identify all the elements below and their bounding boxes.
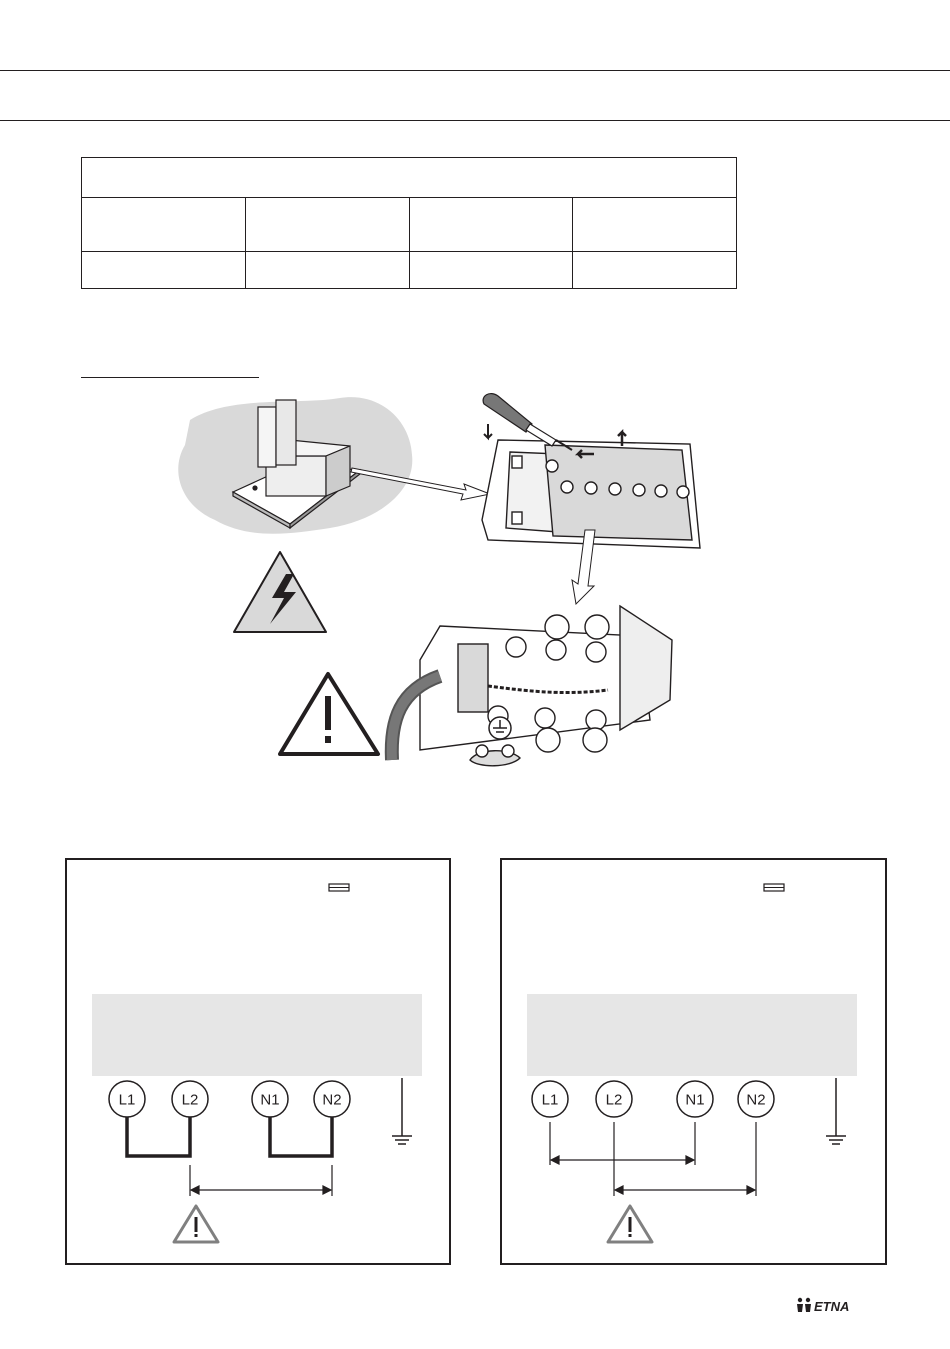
- terminal-label: L1: [118, 1091, 136, 1109]
- wiring-diagram-separate: [500, 858, 887, 1265]
- voltage-measure-arrow: [190, 1165, 332, 1196]
- caution-warning-icon: [174, 1206, 218, 1242]
- voltage-measure-arrow-l1-n1: [550, 1122, 695, 1165]
- terminal-label: N2: [746, 1091, 766, 1109]
- terminal-block-open: [392, 606, 672, 766]
- high-voltage-warning-icon: [234, 552, 326, 632]
- brand-wordmark: ETNA: [814, 1299, 850, 1314]
- earth-ground-icon: [392, 1078, 412, 1144]
- terminal-label: L2: [605, 1091, 623, 1109]
- appliance-panel: [527, 994, 857, 1076]
- caution-warning-icon: [608, 1206, 652, 1242]
- bridge-l1-l2: [127, 1117, 190, 1156]
- wiring-diagram-bridged: [65, 858, 451, 1265]
- terminal-label: L1: [541, 1091, 559, 1109]
- bridge-n1-n2: [270, 1117, 332, 1156]
- voltage-measure-arrow-l2-n2: [614, 1122, 756, 1196]
- wiring-diagram-bridged-svg: [67, 860, 449, 1263]
- wiring-diagram-separate-svg: [502, 860, 885, 1263]
- terminal-l2: [172, 1081, 208, 1117]
- terminal-label: N2: [322, 1091, 342, 1109]
- rotate-arrow-icon: [484, 424, 492, 438]
- etna-logo: [796, 1296, 860, 1316]
- caution-warning-icon: [280, 674, 378, 754]
- terminal-n1: [252, 1081, 288, 1117]
- terminal-l1: [532, 1081, 568, 1117]
- earth-ground-icon: [489, 717, 511, 739]
- terminal-label: L2: [181, 1091, 199, 1109]
- fuse-icon: [329, 884, 349, 891]
- appliance-panel: [92, 994, 422, 1076]
- terminal-label: N1: [260, 1091, 280, 1109]
- earth-ground-icon: [826, 1078, 846, 1144]
- terminal-n2: [738, 1081, 774, 1117]
- terminal-n1: [677, 1081, 713, 1117]
- fuse-icon: [764, 884, 784, 891]
- terminal-n2: [314, 1081, 350, 1117]
- terminal-l1: [109, 1081, 145, 1117]
- terminal-l2: [596, 1081, 632, 1117]
- terminal-label: N1: [685, 1091, 705, 1109]
